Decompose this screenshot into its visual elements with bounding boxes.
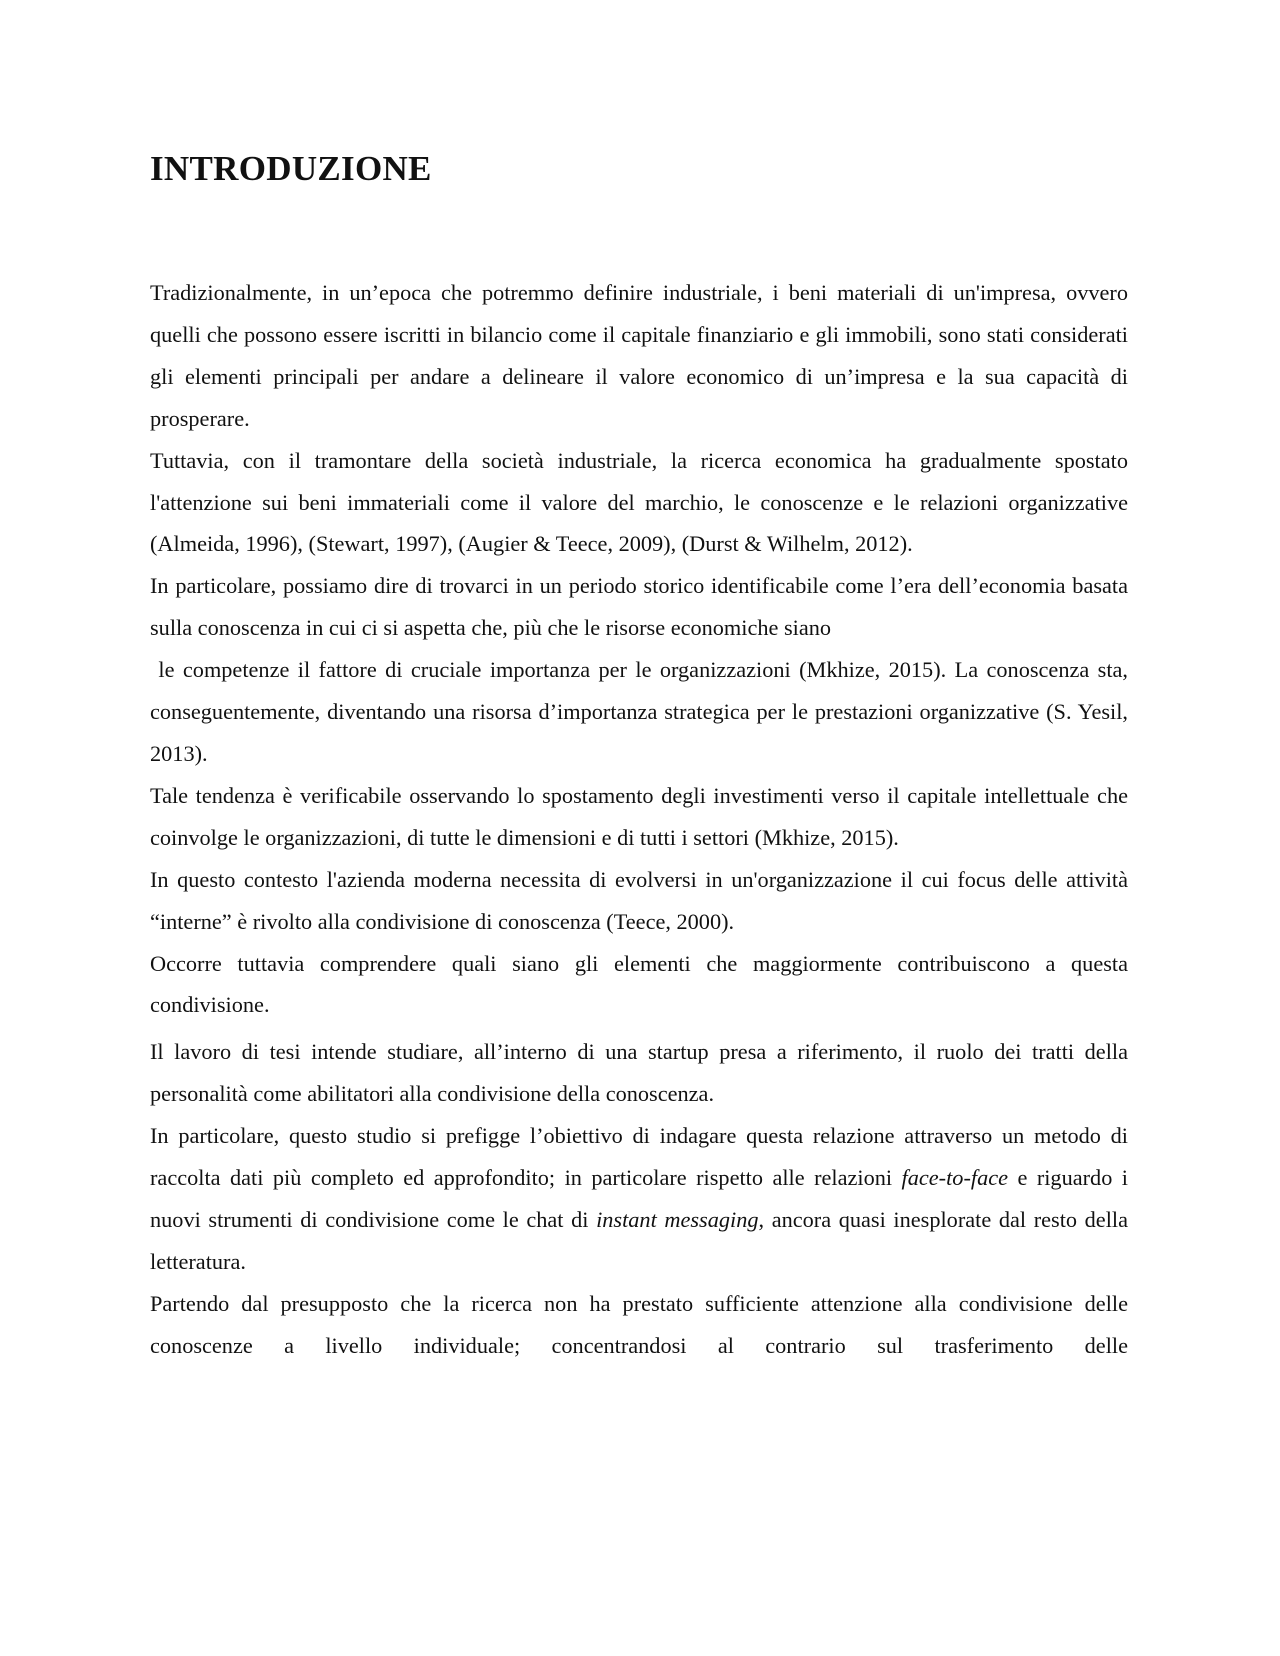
paragraph-9-italic-instant-messaging: instant messaging (596, 1206, 759, 1232)
paragraph-9-part-2: e riguardo i nuovi strumenti di condivisione come le chat di (150, 1165, 1128, 1232)
paragraph-4: le competenze il fattore di cruciale importanza per le organizzazioni (Mkhize, 2015). La conoscenza sta, conseguentemente, diventando una risorsa d’importanza strategica per le prestazioni organizzative (S. Yesil, 2013). (150, 657, 1134, 766)
paragraph-3: In particolare, possiamo dire di trovarci in un periodo storico identificabile come l’era dell’economia basata sulla conoscenza in cui ci si aspetta che, più che le risorse economiche siano (150, 573, 1128, 641)
paragraph-9-part-1: In particolare, questo studio si prefigge l’obiettivo di indagare questa relazione attraverso un metodo di raccolta dati più completo ed approfondito; in particolare rispetto alle relazioni (150, 1123, 1128, 1191)
paragraph-5: Tale tendenza è verificabile osservando lo spostamento degli investimenti verso il capitale intellettuale che coinvolge le organizzazioni, di tutte le dimensioni e di tutti i settori (Mkhize, 2015). (150, 782, 1128, 850)
paragraph-9-italic-face-to-face: face-to-face (901, 1165, 1009, 1191)
paragraph-7: Occorre tuttavia comprendere quali siano gli elementi che maggiormente contribuiscono a questa condivisione. (150, 950, 1128, 1018)
paragraph-6: In questo contesto l'azienda moderna necessita di evolversi in un'organizzazione il cui focus delle attività “interne” è rivolto alla condivisione di conoscenza (Teece, 2000). (150, 866, 1128, 934)
paragraph-9 (150, 1115, 1128, 1283)
body-text (150, 272, 1134, 1367)
paragraph-9-part-3: , ancora quasi inesplorate dal resto della letteratura. (150, 1206, 1128, 1274)
paragraph-2: Tuttavia, con il tramontare della società industriale, la ricerca economica ha gradualmente spostato l'attenzione sui beni immateriali come il valore del marchio, le conoscenze e le relazioni organizzative (Almeida, 1996), (Stewart, 1997), (Augier & Teece, 2009), (Durst & Wilhelm, 2012). (150, 447, 1128, 557)
paragraph-10: Partendo dal presupposto che la ricerca non ha prestato sufficiente attenzione alla condivisione delle conoscenze a livello individuale; concentrandosi al contrario sul trasferimento delle (150, 1290, 1128, 1358)
page-title: INTRODUZIONE (150, 149, 432, 188)
paragraph-8: Il lavoro di tesi intende studiare, all’interno di una startup presa a riferimento, il ruolo dei tratti della personalità come abilitatori alla condivisione della conoscenza. (150, 1039, 1128, 1107)
paragraph-1: Tradizionalmente, in un’epoca che potremmo definire industriale, i beni materiali di un'impresa, ovvero quelli che possono essere iscritti in bilancio come il capitale finanziario e gli immobili, sono stati considerati gli elementi principali per andare a delineare il valore economico di un’impresa e la sua capacità di prosperare. (150, 280, 1128, 431)
